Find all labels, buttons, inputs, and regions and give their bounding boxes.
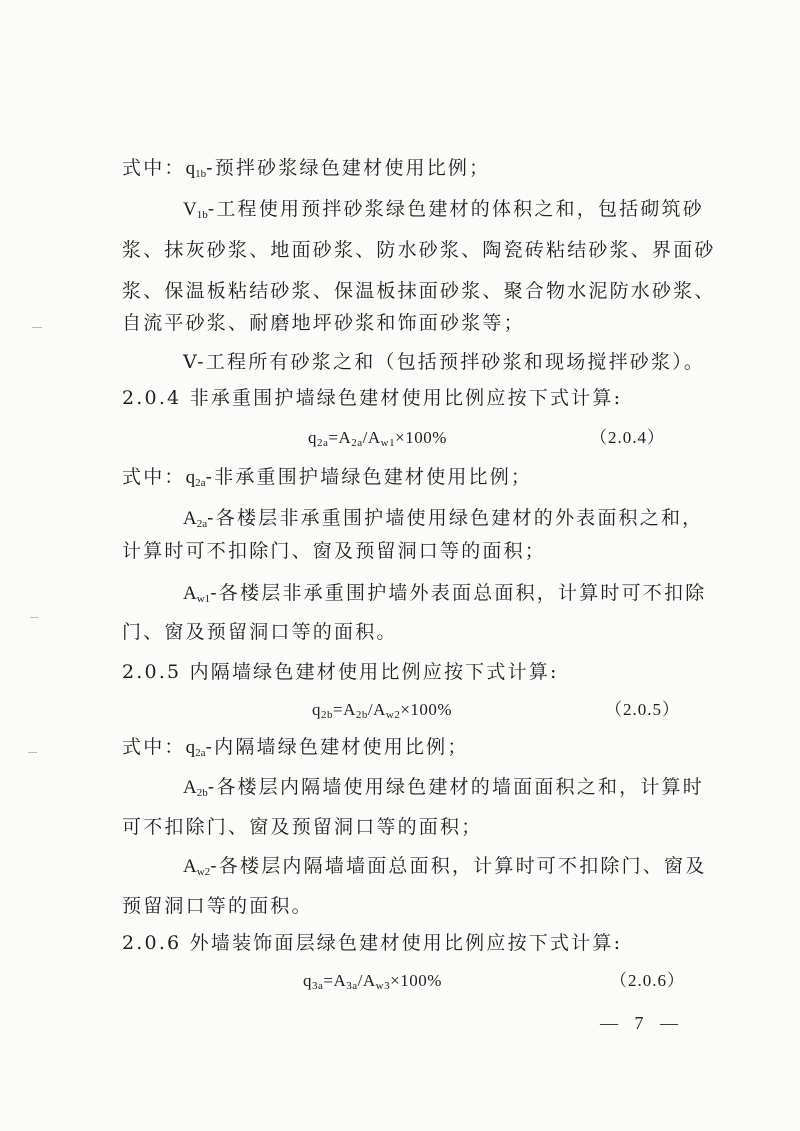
- where-line-q2a: 式中：$q_{2a}-$非承重围护墙绿色建材使用比例；: [122, 466, 533, 489]
- definition-v1b-line4: 自流平砂浆、耐磨地坪砂浆和饰面砂浆等；: [122, 312, 525, 334]
- definition-aw1-line1: $A_{w1}-$各楼层非承重围护墙外表面总面积，计算时可不扣除: [183, 582, 707, 605]
- definition-a2b-line2: 可不扣除门、窗及预留洞口等的面积；: [122, 816, 483, 838]
- definition-v1b-line1: $V_{1b}-$工程使用预拌砂浆绿色建材的体积之和，包括砌筑砂: [183, 198, 704, 221]
- definition-v1b-line2: 浆、抹灰砂浆、地面砂浆、防水砂浆、陶瓷砖粘结砂浆、界面砂: [122, 239, 716, 261]
- clause-heading-2-0-4: 2.0.4 非承重围护墙绿色建材使用比例应按下式计算:: [122, 387, 623, 409]
- formula-2-0-5: $q_{2b}=A_{2b}/A_{w2}\times 100\%$: [312, 700, 453, 721]
- definition-aw1-line2: 门、窗及预留洞口等的面积。: [122, 621, 398, 643]
- page-number: — 7 —: [600, 1013, 684, 1033]
- definition-aw2-line1: $A_{w2}-$各楼层内隔墙墙面总面积，计算时可不扣除门、窗及: [183, 855, 707, 878]
- where-line-q2a-inner: 式中：$q_{2a}-$内隔墙绿色建材使用比例；: [122, 736, 469, 759]
- scan-speck: [28, 752, 37, 753]
- clause-heading-2-0-5: 2.0.5 内隔墙绿色建材使用比例应按下式计算:: [122, 661, 559, 683]
- equation-number-2-0-4: （2.0.4）: [590, 428, 665, 447]
- definition-text: -预拌砂浆绿色建材使用比例；: [206, 157, 491, 179]
- formula-2-0-6: $q_{3a}=A_{3a}/A_{w3}\times 100\%$: [303, 971, 442, 992]
- formula-2-0-4: $q_{2a}=A_{2a}/A_{w1}\times 100\%$: [308, 428, 447, 449]
- definition-a2a-line2: 计算时可不扣除门、窗及预留洞口等的面积；: [122, 540, 547, 562]
- scan-speck: [30, 617, 38, 618]
- equation-number-2-0-6: （2.0.6）: [610, 971, 685, 990]
- definition-aw2-line2: 预留洞口等的面积。: [122, 895, 313, 917]
- symbol-v1b: $V_{1b}$: [183, 199, 208, 221]
- definition-a2b-line1: $A_{2b}-$各楼层内隔墙使用绿色建材的墙面面积之和，计算时: [183, 776, 704, 799]
- where-line-q1b: [122, 155, 722, 182]
- definition-v: V-工程所有砂浆之和（包括预拌砂浆和现场搅拌砂浆）。: [183, 351, 706, 373]
- definition-a2a-line1: $A_{2a}-$各楼层非承重围护墙使用绿色建材的外表面积之和，: [183, 507, 704, 530]
- clause-heading-2-0-6: 2.0.6 外墙装饰面层绿色建材使用比例应按下式计算:: [122, 932, 623, 954]
- equation-number-2-0-5: （2.0.5）: [605, 700, 680, 719]
- definition-v1b-line3: 浆、保温板粘结砂浆、保温板抹面砂浆、聚合物水泥防水砂浆、: [122, 280, 716, 302]
- where-prefix: 式中：: [122, 157, 186, 179]
- scan-speck: [32, 327, 42, 328]
- symbol-q1b: $q_{1b}$: [185, 158, 207, 180]
